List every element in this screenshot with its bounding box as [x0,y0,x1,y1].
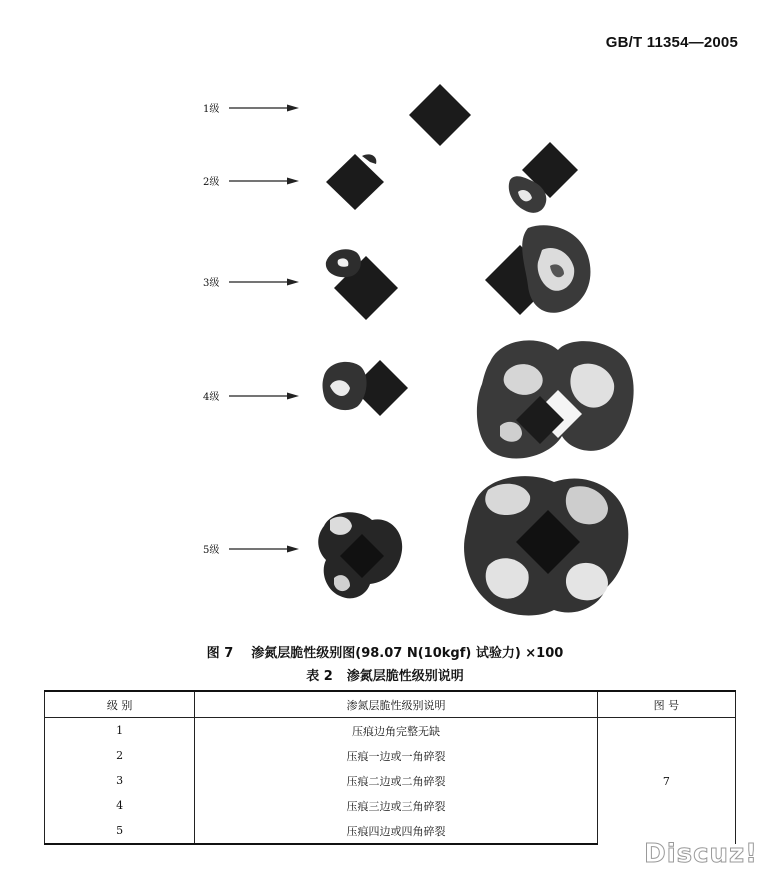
grade-3-label-row [203,274,299,289]
figure-caption-text: 渗氮层脆性级别图(98.07 N(10kgf) 试验力) ×100 [251,646,564,661]
watermark: Discuz! [644,839,758,869]
brittleness-grade-table [44,690,736,845]
header-figure-no: 图 号 [597,691,735,718]
standard-code: GB/T 11354—2005 [605,34,738,51]
grade-5-label-row [203,541,299,556]
table-caption-text: 渗氮层脆性级别说明 [346,669,464,684]
arrow-right-icon [229,103,299,113]
grade-cell: 4 [45,793,195,818]
indentation-grade-4-image-a [318,352,418,432]
grade-cell: 5 [45,818,195,844]
indentation-grade-2-image-b [500,140,590,220]
description-cell: 压痕边角完整无缺 [195,718,598,744]
description-cell: 压痕二边或二角碎裂 [195,768,598,793]
grade-4-label: 4级 [203,392,220,403]
grade-3-label: 3级 [203,278,220,289]
header-grade: 级 别 [45,691,195,718]
grade-5-label: 5级 [203,545,220,556]
description-cell: 压痕一边或一角碎裂 [195,743,598,768]
table-caption [0,665,770,684]
arrow-right-icon [229,176,299,186]
grade-cell: 3 [45,768,195,793]
figure-caption [0,642,770,661]
grade-2-label-row [203,173,299,188]
grade-cell: 2 [45,743,195,768]
indentation-grade-1-image [405,80,475,150]
indentation-grade-5-image-b [458,470,638,620]
indentation-grade-2-image-a [322,150,392,212]
table-row [45,718,736,744]
grade-2-label: 2级 [203,177,220,188]
description-cell: 压痕四边或四角碎裂 [195,818,598,844]
grade-cell: 1 [45,718,195,744]
grade-4-label-row [203,388,299,403]
indentation-grade-5-image-a [310,506,410,606]
brittleness-grade-figure [0,70,770,630]
indentation-grade-4-image-b [470,332,640,472]
arrow-right-icon [229,544,299,554]
grade-1-label: 1级 [203,104,220,115]
header-description: 渗氮层脆性级别说明 [195,691,598,718]
indentation-grade-3-image-a [318,238,408,328]
grade-1-label-row [203,100,299,115]
figure-ref-cell: 7 [597,718,735,845]
table-header-row [45,691,736,718]
description-cell: 压痕三边或三角碎裂 [195,793,598,818]
arrow-right-icon [229,391,299,401]
arrow-right-icon [229,277,299,287]
indentation-grade-3-image-b [480,220,600,330]
figure-caption-number: 图 7 [206,646,234,661]
table-caption-number: 表 2 [306,669,333,684]
